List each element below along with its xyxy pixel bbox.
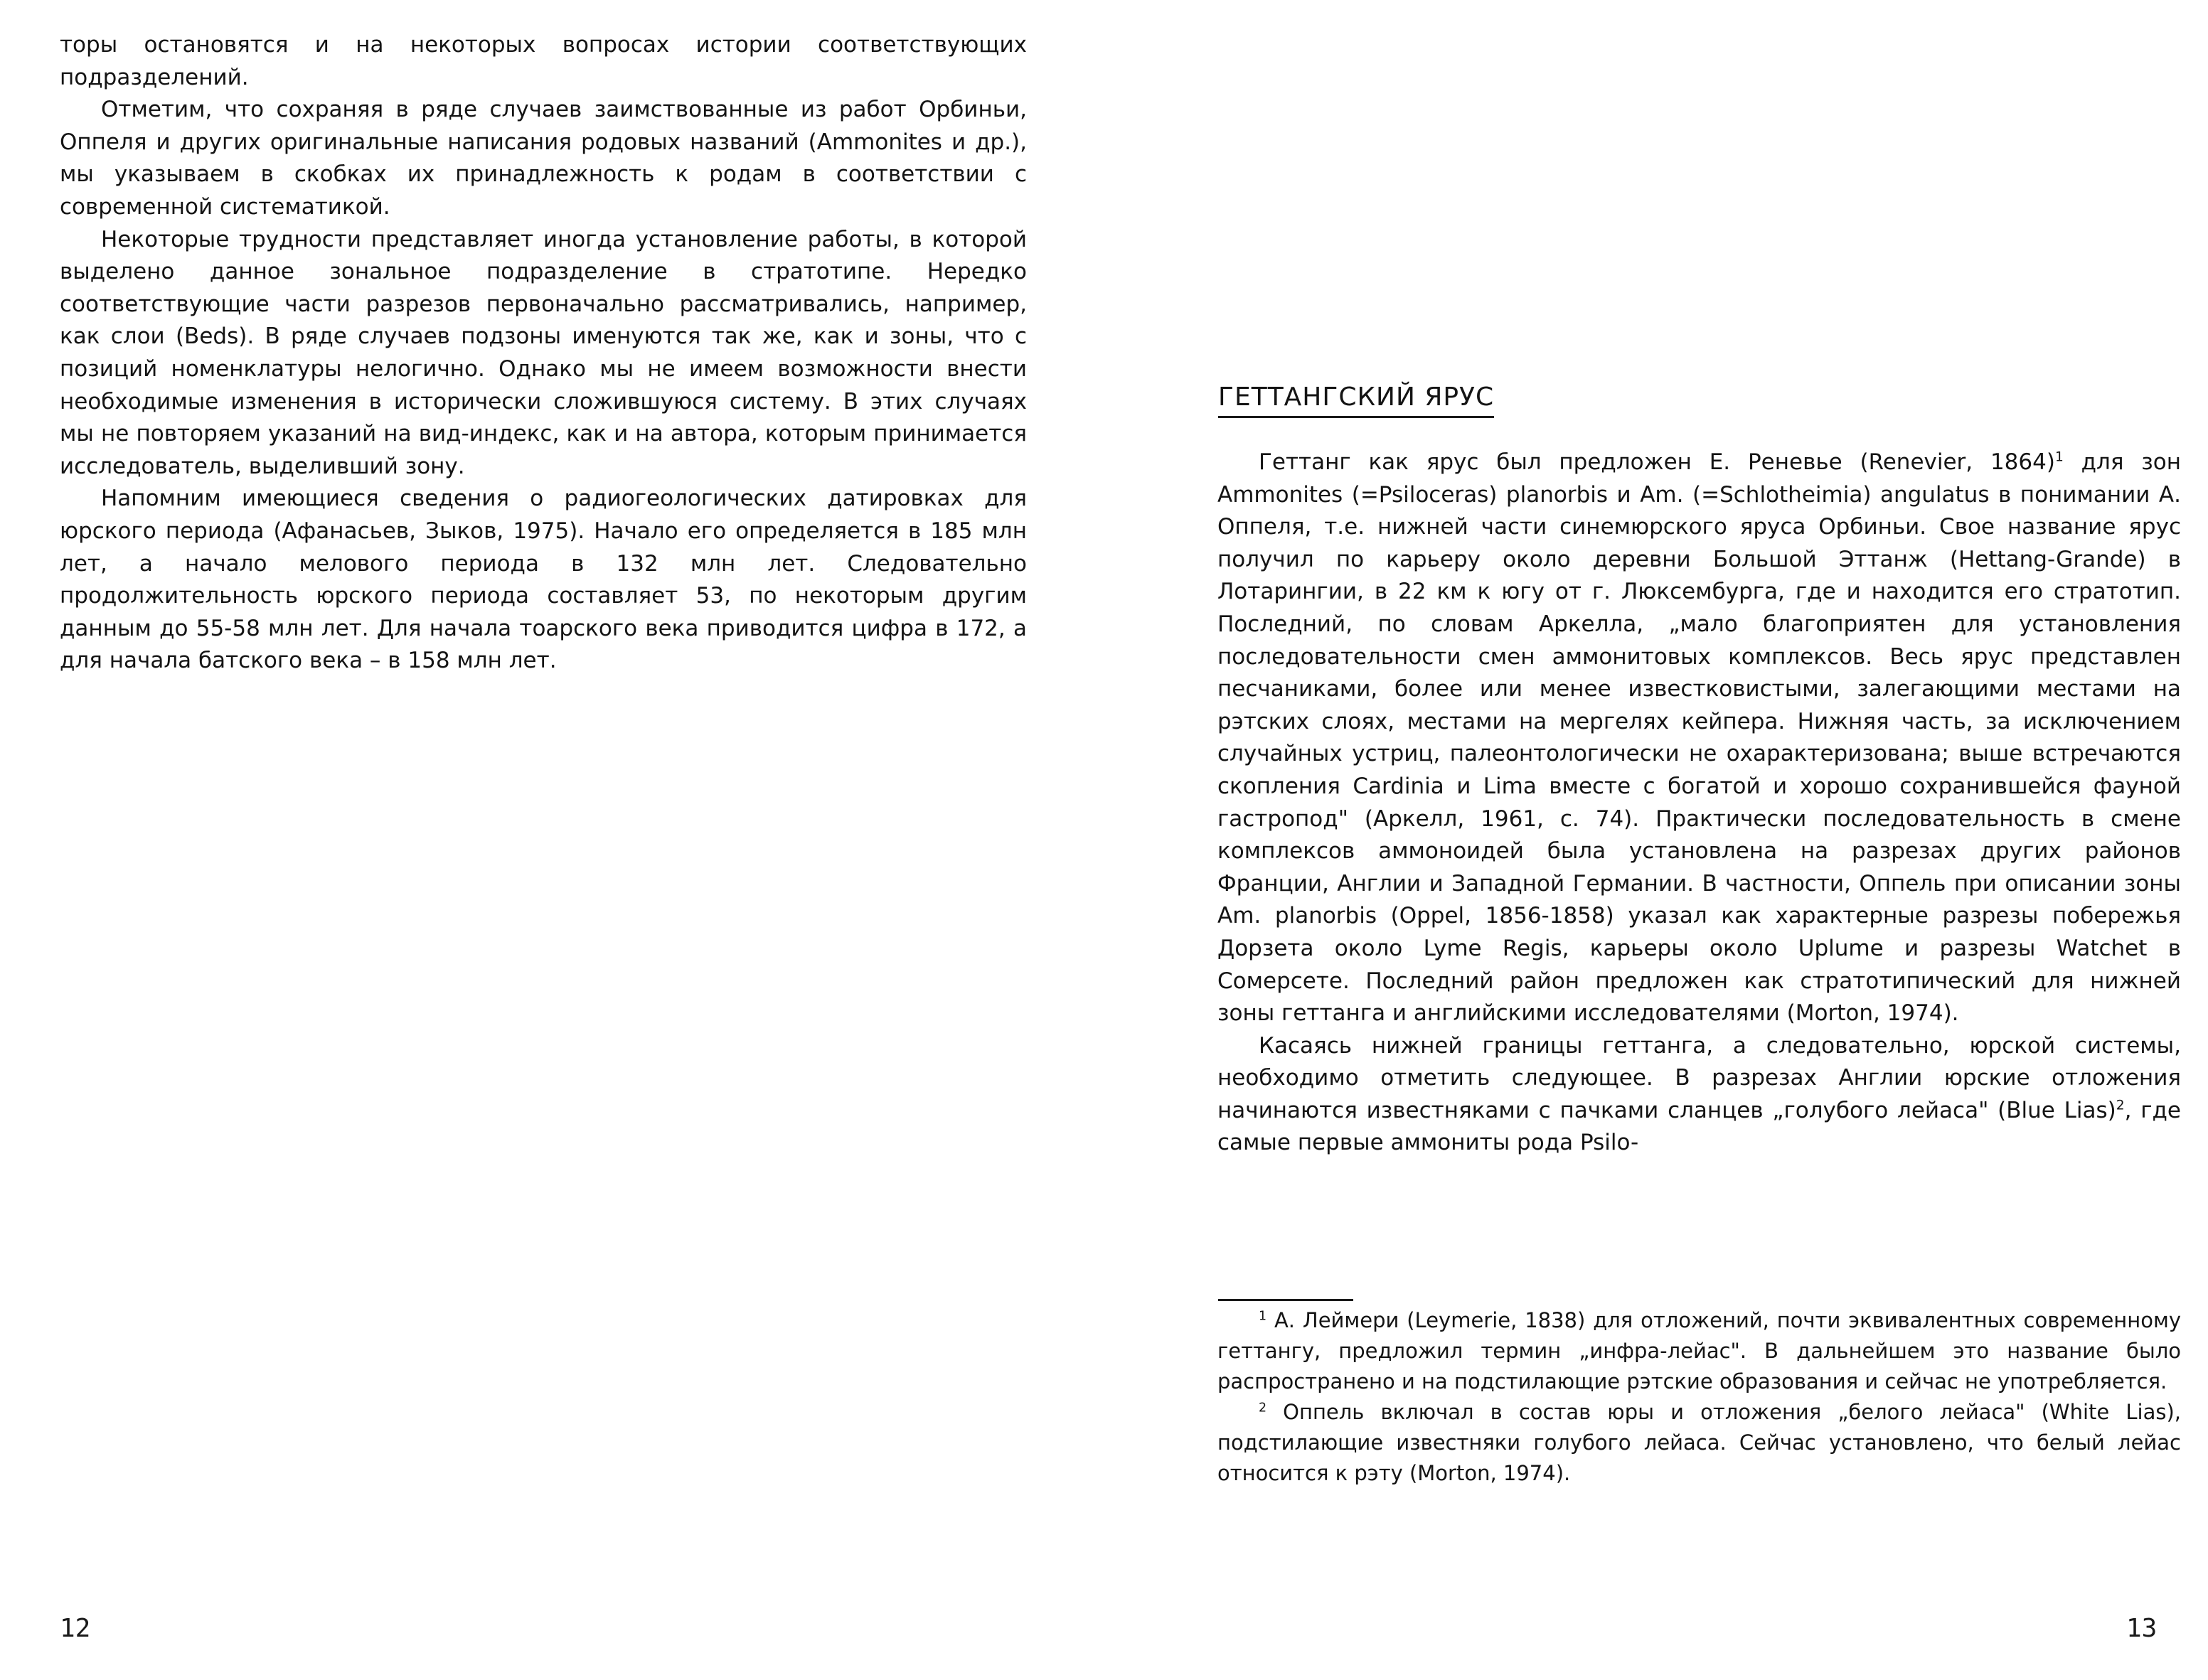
footnote-1 [1217, 1305, 2181, 1397]
right-paragraph-2 [1217, 1030, 2181, 1160]
footnote-2 [1217, 1397, 2181, 1489]
right-page [1104, 0, 2208, 1680]
footnote-1-mark: 1 [1259, 1309, 1267, 1324]
left-paragraph-1: торы остановятся и на некоторых вопросах истории соответствующих подразделений. [60, 32, 1027, 90]
footnote-1-text: А. Леймери (Leymerie, 1838) для отложений, почти эквивалентных современному геттангу, предложил термин „инфра-лейас". В дальнейшем это название было распространено и на подстилающие рэтские образования и сейчас не употребляется. [1217, 1308, 2181, 1393]
footnote-ref-1: 1 [2054, 449, 2064, 465]
right-paragraph-1 [1217, 446, 2181, 1030]
left-page-text [60, 29, 1027, 678]
footnote-2-mark: 2 [1259, 1401, 1267, 1416]
left-paragraph-3: Некоторые трудности представляет иногда установление работы, в которой выделено данное зональное подразделение в стратотипе. Нередко соответствующие части разрезов первоначально рассматривались, например, как слои (Beds). В ряде случаев подзоны именуются так же, как и зоны, что с позиций номенклатуры нелогично. Однако мы не имеем возможности внести необходимые изменения в исторически сложившуюся систему. В этих случаях мы не повторяем указаний на вид-индекс, как и на автора, которым принимается исследователь, выделивший зону. [60, 226, 1027, 479]
page-number-left: 12 [60, 1614, 91, 1643]
right-paragraph-2-part-b: , где самые первые аммониты рода Psilo- [1217, 1097, 2181, 1156]
footnote-2-text: Оппель включал в состав юры и отложения „белого лейаса" (White Lias), подстилающие известняки голубого лейаса. Сейчас установлено, что белый лейас относится к рэту (Morton, 1974). [1217, 1400, 2181, 1485]
footnote-ref-2: 2 [2116, 1098, 2125, 1113]
footnote-divider [1218, 1299, 1353, 1301]
left-paragraph-2: Отметим, что сохраняя в ряде случаев заимствованные из работ Орбиньи, Оппеля и других оригинальные написания родовых названий (Ammonites и др.), мы указываем в скобках их принадлежность к родам в соответствии с современной систематикой. [60, 97, 1027, 220]
footnotes [1217, 1305, 2181, 1489]
right-paragraph-1-part-a: Геттанг как ярус был предложен Е. Реневье (Renevier, 1864) [1259, 449, 2055, 475]
right-page-text [1217, 446, 2181, 1160]
left-paragraph-4: Напомним имеющиеся сведения о радиогеологических датировках для юрского периода (Афанасьев, Зыков, 1975). Начало его определяется в 185 млн лет, а начало мелового периода в 132 млн лет. Следовательно продолжительность юрского периода составляет 53, по некоторым другим данным до 55-58 млн лет. Для начала тоарского века приводится цифра в 172, а для начала батского века – в 158 млн лет. [60, 486, 1027, 674]
section-heading: ГЕТТАНГСКИЙ ЯРУС [1218, 382, 1494, 418]
right-paragraph-2-part-a: Касаясь нижней границы геттанга, а следовательно, юрской системы, необходимо отметить следующее. В разрезах Англии юрские отложения начинаются известняками с пачками сланцев „голубого лейаса" (Blue Lias) [1217, 1032, 2181, 1123]
right-paragraph-1-part-b: для зон Ammonites (=Psiloceras) planorbis и Am. (=Schlotheimia) angulatus в понимании А. Оппеля, т.е. нижней части синемюрского яруса Орбиньи. Свое название ярус получил по карьеру около деревни Большой Эттанж (Hettang-Grande) в Лотарингии, в 22 км к югу от г. Люксембурга, где и находится его стратотип. Последний, по словам Аркелла, „мало благоприятен для установления последовательности смен аммонитовых комплексов. Весь ярус представлен песчаниками, более или менее известковистыми, залегающими местами на рэтских слоях, местами на мергелях кейпера. Нижняя часть, за исключением случайных устриц, палеонтологически не охарактеризована; выше встречаются скопления Cardinia и Lima вместе с богатой и хорошо сохранившейся фауной гастропод" (Аркелл, 1961, с. 74). Практически последовательность в смене комплексов аммоноидей была установлена на разрезах других районов Франции, Англии и Западной Германии. В частности, Оппель при описании зоны Am. planorbis (Oppel, 1856-1858) указал как характерные разрезы побережья Дорзета около Lyme Regis, карьеры около Uplume и разрезы Watchet в Сомерсете. Последний район предложен как стратотипический для нижней зоны геттанга и английскими исследователями (Morton, 1974). [1217, 449, 2181, 1027]
page-number-right: 13 [2126, 1614, 2158, 1643]
